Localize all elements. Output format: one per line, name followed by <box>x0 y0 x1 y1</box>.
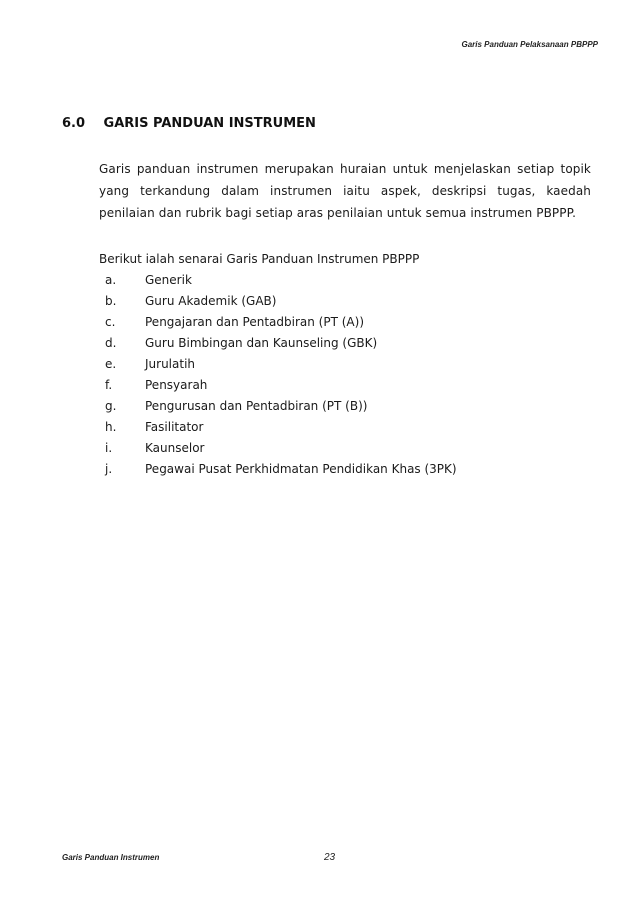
list-item-letter: f. <box>105 378 113 392</box>
section-content <box>99 158 591 480</box>
list-item-text: Jurulatih <box>145 357 196 371</box>
list-item-text: Fasilitator <box>145 420 204 434</box>
list-item-letter: g. <box>105 399 117 413</box>
list-item-text: Pensyarah <box>145 378 208 392</box>
list-item-letter: a. <box>105 273 117 287</box>
list-item <box>99 354 591 375</box>
list-item-text: Generik <box>145 273 192 287</box>
list-item-letter: i. <box>105 441 113 455</box>
list-item <box>99 333 591 354</box>
list-item-text: Pengurusan dan Pentadbiran (PT (B)) <box>145 399 368 413</box>
instrument-list <box>99 270 591 480</box>
list-item <box>99 396 591 417</box>
section-title: GARIS PANDUAN INSTRUMEN <box>103 116 316 131</box>
footer-title: Garis Panduan Instrumen <box>62 853 160 862</box>
running-header: Garis Panduan Pelaksanaan PBPPP <box>461 40 598 49</box>
list-item-letter: b. <box>105 294 117 308</box>
list-item <box>99 375 591 396</box>
list-item-text: Pegawai Pusat Perkhidmatan Pendidikan Khas (3PK) <box>145 462 457 476</box>
list-item-text: Kaunselor <box>145 441 205 455</box>
list-item-text: Guru Akademik (GAB) <box>145 294 277 308</box>
list-item-letter: e. <box>105 357 117 371</box>
list-item-letter: h. <box>105 420 117 434</box>
list-item <box>99 270 591 291</box>
list-item-text: Pengajaran dan Pentadbiran (PT (A)) <box>145 315 364 329</box>
section-number: 6.0 <box>62 116 86 131</box>
intro-paragraph: Garis panduan instrumen merupakan huraian untuk menjelaskan setiap topik yang terkandung dalam instrumen iaitu aspek, deskripsi tugas, kaedah penilaian dan rubrik bagi setiap aras penilaian untuk semua instrumen PBPPP. <box>99 162 591 220</box>
section-heading <box>62 116 316 131</box>
list-intro: Berikut ialah senarai Garis Panduan Instrumen PBPPP <box>99 252 420 266</box>
page-number: 23 <box>324 852 336 863</box>
list-item <box>99 417 591 438</box>
list-item <box>99 459 591 480</box>
list-item <box>99 312 591 333</box>
list-item-text: Guru Bimbingan dan Kaunseling (GBK) <box>145 336 378 350</box>
running-footer <box>62 853 578 865</box>
list-item <box>99 438 591 459</box>
list-item-letter: c. <box>105 315 116 329</box>
list-item-letter: j. <box>105 462 113 476</box>
list-item <box>99 291 591 312</box>
list-item-letter: d. <box>105 336 117 350</box>
